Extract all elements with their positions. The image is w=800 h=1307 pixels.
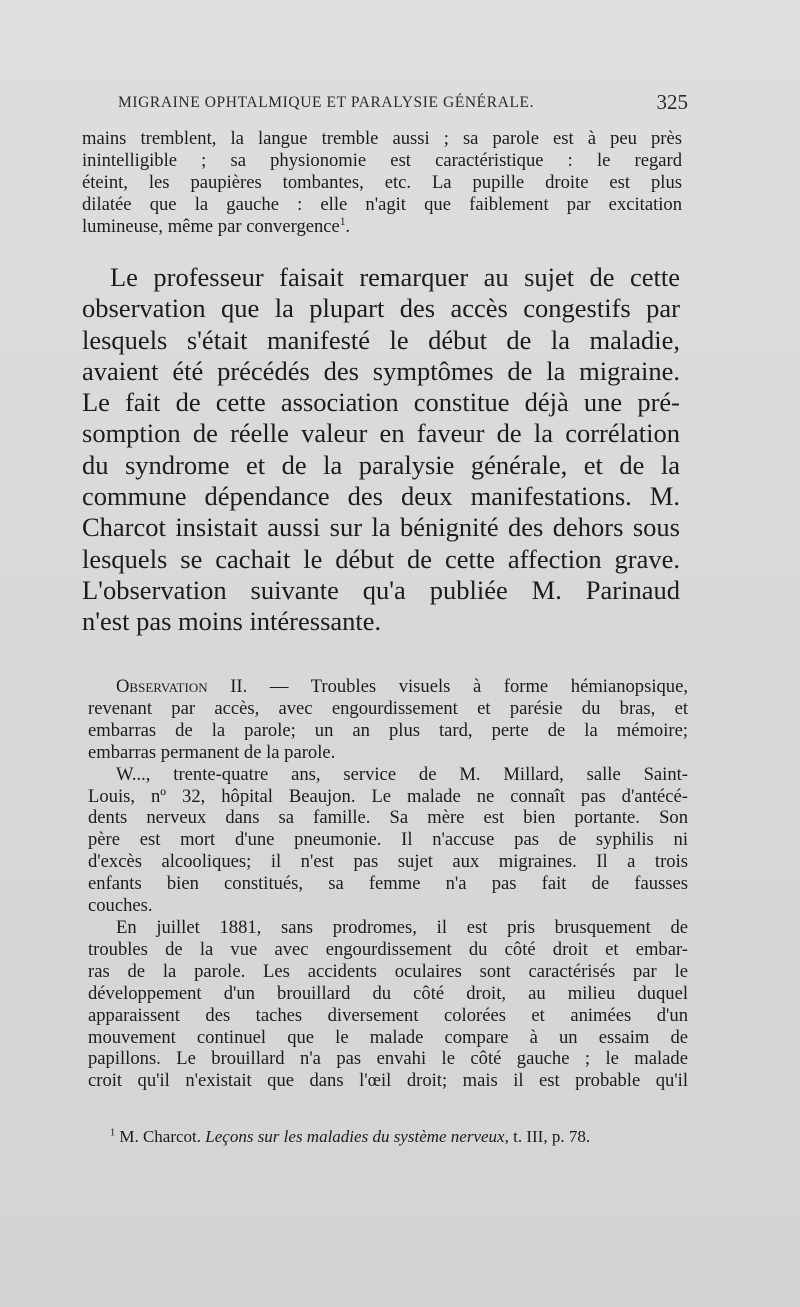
text-line: embarras de la parole; un an plus tard, perte de la mémoire; (88, 719, 688, 741)
main-paragraph (82, 262, 680, 638)
text-line (82, 216, 682, 238)
text-line: lesquels se cachait le début de cette affection grave. (82, 543, 680, 574)
page-number: 325 (656, 90, 688, 114)
observation-numeral: II. (230, 676, 248, 697)
text-line: embarras permanent de la parole. (88, 741, 336, 763)
text-line: du syndrome et de la paralysie générale, et de la (82, 449, 680, 480)
text-line: couches. (88, 895, 153, 917)
footnote-author: M. Charcot. (119, 1127, 202, 1146)
text-line: Louis, nº 32, hôpital Beaujon. Le malade ne connaît pas d'antécé- (88, 785, 688, 807)
observation-heading (88, 676, 688, 698)
text-line: somption de réelle valeur en faveur de la corrélation (82, 418, 680, 449)
footnote-reference: 1 (339, 215, 346, 228)
observation-ii (88, 676, 688, 1092)
page-header (118, 92, 688, 116)
footnote (110, 1126, 690, 1148)
text-line: commune dépendance des deux manifestations. M. (82, 481, 680, 512)
observation-label: Observation (116, 676, 208, 697)
text-line: troubles de la vue avec engourdissement du côté droit et embar- (88, 938, 688, 960)
text-line: dilatée que la gauche : elle n'agit que faiblement par excitation (82, 193, 682, 215)
text-line: enfants bien constitués, sa femme n'a pas fait de fausses (88, 873, 688, 895)
footnote-title: Leçons sur les maladies du système nerveux, (205, 1127, 509, 1146)
text-line: W..., trente-quatre ans, service de M. Millard, salle Saint- (116, 763, 688, 785)
text-line: mouvement continuel que le malade compare à un essaim de (88, 1026, 688, 1048)
text-line: père est mort d'une pneumonie. Il n'accuse pas de syphilis ni (88, 829, 688, 851)
text-fragment: lumineuse, même par convergence (82, 215, 340, 237)
text-line: avaient été précédés des symptômes de la migraine. (82, 355, 680, 386)
text-line: éteint, les paupières tombantes, etc. La pupille droite est plus (82, 171, 682, 193)
footnote-marker: 1 (110, 1127, 116, 1139)
observation-title-start: — Troubles visuels à forme hémianopsique, (269, 676, 688, 697)
text-line: n'est pas moins intéressante. (82, 606, 382, 637)
text-line: croit qu'il n'existait que dans l'œil droit; mais il est probable qu'il (88, 1070, 688, 1092)
text-line: ras de la parole. Les accidents oculaires sont caractérisés par le (88, 960, 688, 982)
footnote-ref: t. III, p. 78. (513, 1127, 591, 1146)
text-fragment: . (345, 215, 351, 237)
text-line: L'observation suivante qu'a publiée M. Parinaud (82, 574, 680, 605)
text-line: lesquels s'était manifesté le début de la maladie, (82, 324, 680, 355)
text-line: En juillet 1881, sans prodromes, il est pris brusquement de (116, 916, 688, 938)
text-line: papillons. Le brouillard n'a pas envahi le côté gauche ; le malade (88, 1048, 688, 1070)
text-line: inintelligible ; sa physionomie est caractéristique : le regard (82, 149, 682, 171)
text-line: observation que la plupart des accès congestifs par (82, 293, 680, 324)
text-line: dents nerveux dans sa famille. Sa mère est bien portante. Son (88, 807, 688, 829)
observation-continuation (82, 128, 682, 238)
text-line: apparaissent des taches diversement colorées et animées d'un (88, 1004, 688, 1026)
text-line: développement d'un brouillard du côté droit, au milieu duquel (88, 982, 688, 1004)
text-line: Le professeur faisait remarquer au sujet de cette (110, 262, 680, 292)
text-line: mains tremblent, la langue tremble aussi ; sa parole est à peu près (82, 128, 682, 149)
running-title: MIGRAINE OPHTALMIQUE ET PARALYSIE GÉNÉRALE. (118, 94, 535, 111)
text-line: revenant par accès, avec engourdissement et parésie du bras, et (88, 697, 688, 719)
text-line: Le fait de cette association constitue déjà une pré- (82, 387, 680, 418)
text-line: Charcot insistait aussi sur la bénignité des dehors sous (82, 512, 680, 543)
text-line: d'excès alcooliques; il n'est pas sujet aux migraines. Il a trois (88, 851, 688, 873)
